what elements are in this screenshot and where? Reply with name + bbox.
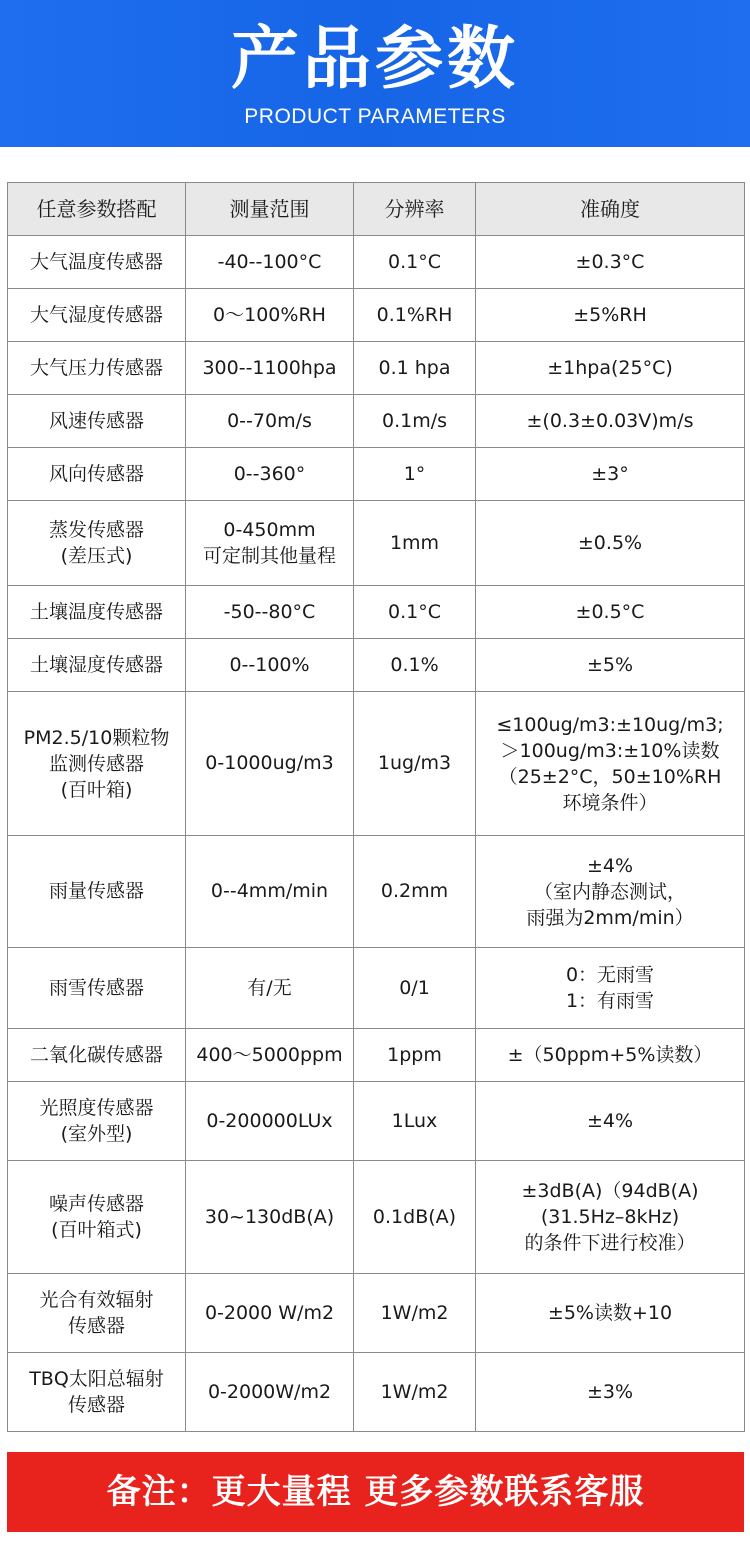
- cell-accuracy: [476, 342, 745, 395]
- cell-measure-range-line: 0～100%RH: [213, 303, 326, 326]
- cell-parameter-name-line: (室外型): [60, 1123, 133, 1145]
- cell-measure-range: [186, 692, 354, 836]
- cell-measure-range-line: 0-2000W/m2: [207, 1380, 332, 1403]
- cell-accuracy-line: （室内静态测试，: [533, 880, 686, 903]
- table-row: [8, 1082, 745, 1161]
- cell-measure-range-line: 300--1100hpa: [202, 356, 337, 379]
- header-banner: [0, 0, 750, 147]
- cell-accuracy-line: 雨强为2mm/min）: [526, 906, 694, 929]
- cell-accuracy: [476, 586, 745, 639]
- cell-measure-range-line: 0--100%: [229, 653, 310, 676]
- cell-accuracy-line: ±0.5%: [577, 531, 643, 554]
- cell-measure-range: [186, 948, 354, 1029]
- table-row: [8, 1274, 745, 1353]
- cell-resolution: [354, 236, 476, 289]
- cell-parameter-name: [8, 586, 186, 639]
- cell-resolution-line: 0.1°C: [388, 600, 441, 623]
- cell-measure-range-line: 0--4mm/min: [210, 880, 329, 902]
- cell-parameter-name-line: (百叶箱): [60, 778, 133, 801]
- cell-accuracy: [476, 236, 745, 289]
- cell-parameter-name-line: 光合有效辐射: [39, 1289, 154, 1311]
- cell-accuracy: [476, 289, 745, 342]
- table-header-row: [8, 183, 745, 236]
- cell-parameter-name: [8, 236, 186, 289]
- cell-accuracy: [476, 836, 745, 948]
- cell-accuracy-line: ±3°: [591, 462, 629, 485]
- cell-parameter-name-line: 传感器: [67, 1394, 125, 1416]
- cell-measure-range-line: 30~130dB(A): [204, 1205, 335, 1228]
- cell-measure-range-line: 400～5000ppm: [196, 1043, 343, 1066]
- cell-accuracy: [476, 639, 745, 692]
- cell-accuracy-line: ±(0.3±0.03V)m/s: [526, 409, 694, 432]
- cell-measure-range: [186, 342, 354, 395]
- cell-accuracy: [476, 501, 745, 586]
- cell-resolution: [354, 289, 476, 342]
- column-header-accuracy: 准确度: [476, 183, 745, 236]
- column-header-parameter: 任意参数搭配: [8, 183, 186, 236]
- cell-measure-range-line: 0-450mm: [223, 519, 316, 541]
- cell-parameter-name-line: 传感器: [67, 1315, 125, 1337]
- cell-resolution-line: 1mm: [389, 531, 440, 554]
- cell-accuracy: [476, 692, 745, 836]
- cell-parameter-name-line: 监测传感器: [48, 752, 144, 775]
- cell-parameter-name: [8, 1353, 186, 1432]
- cell-parameter-name-line: 噪声传感器: [48, 1193, 144, 1215]
- cell-parameter-name-line: 大气压力传感器: [29, 356, 163, 379]
- table-row: [8, 692, 745, 836]
- footer-note: 备注：更大量程 更多参数联系客服: [7, 1452, 744, 1532]
- cell-parameter-name: [8, 448, 186, 501]
- table-row: [8, 1029, 745, 1082]
- table-row: [8, 639, 745, 692]
- table-body: [8, 236, 745, 1432]
- cell-parameter-name: [8, 1274, 186, 1353]
- cell-measure-range: [186, 1029, 354, 1082]
- cell-measure-range-line: 0-2000 W/m2: [204, 1301, 335, 1324]
- page-title: 产品参数: [230, 20, 519, 99]
- cell-resolution: [354, 1029, 476, 1082]
- cell-parameter-name: [8, 1082, 186, 1161]
- column-header-range: 测量范围: [186, 183, 354, 236]
- cell-resolution: [354, 395, 476, 448]
- cell-parameter-name: [8, 1161, 186, 1274]
- cell-resolution-line: 0.1dB(A): [372, 1205, 457, 1228]
- cell-resolution-line: 1W/m2: [380, 1380, 449, 1403]
- cell-parameter-name: [8, 692, 186, 836]
- column-header-resolution: 分辨率: [354, 183, 476, 236]
- cell-measure-range: [186, 448, 354, 501]
- cell-measure-range: [186, 1353, 354, 1432]
- cell-accuracy-line: ＞100ug/m3:±10%读数: [500, 739, 720, 762]
- cell-parameter-name-line: 风向传感器: [48, 462, 144, 485]
- cell-measure-range-line: 0-200000LUx: [206, 1109, 333, 1132]
- cell-measure-range-line: 有/无: [247, 976, 292, 999]
- cell-parameter-name-line: 光照度传感器: [39, 1097, 154, 1119]
- cell-parameter-name: [8, 501, 186, 586]
- cell-parameter-name-line: 蒸发传感器: [48, 519, 144, 541]
- cell-measure-range: [186, 289, 354, 342]
- cell-resolution: [354, 1082, 476, 1161]
- cell-measure-range: [186, 501, 354, 586]
- cell-accuracy-line: 环境条件）: [562, 791, 658, 814]
- cell-parameter-name: [8, 1029, 186, 1082]
- cell-resolution-line: 1W/m2: [380, 1301, 449, 1324]
- page-subtitle: PRODUCT PARAMETERS: [244, 105, 506, 128]
- cell-measure-range-line: 0--360°: [233, 462, 306, 485]
- cell-accuracy-line: (31.5Hz–8kHz): [540, 1206, 680, 1228]
- cell-accuracy: [476, 948, 745, 1029]
- cell-parameter-name-line: 雨雪传感器: [48, 976, 144, 999]
- cell-parameter-name-line: 二氧化碳传感器: [29, 1043, 163, 1066]
- cell-measure-range-line: 0-1000ug/m3: [205, 752, 334, 774]
- cell-measure-range: [186, 586, 354, 639]
- cell-parameter-name-line: TBQ太阳总辐射: [29, 1368, 164, 1390]
- cell-resolution-line: 0.1%: [390, 653, 439, 676]
- cell-resolution-line: 0.1 hpa: [378, 356, 451, 379]
- cell-measure-range-line: -40--100°C: [217, 250, 322, 273]
- cell-resolution: [354, 836, 476, 948]
- cell-accuracy: [476, 1029, 745, 1082]
- cell-parameter-name: [8, 948, 186, 1029]
- cell-measure-range: [186, 1161, 354, 1274]
- table-row: [8, 236, 745, 289]
- cell-accuracy-line: ±5%读数+10: [547, 1301, 673, 1324]
- cell-resolution: [354, 692, 476, 836]
- cell-accuracy-line: ±4%: [586, 854, 634, 877]
- cell-accuracy: [476, 1353, 745, 1432]
- cell-accuracy: [476, 448, 745, 501]
- cell-resolution: [354, 1161, 476, 1274]
- cell-accuracy-line: ±5%: [586, 653, 634, 676]
- cell-parameter-name-line: (差压式): [60, 545, 133, 567]
- cell-resolution: [354, 586, 476, 639]
- cell-measure-range: [186, 639, 354, 692]
- table-row: [8, 395, 745, 448]
- cell-parameter-name: [8, 395, 186, 448]
- cell-accuracy-line: ±3dB(A)（94dB(A): [521, 1180, 699, 1202]
- cell-resolution-line: 1Lux: [391, 1109, 438, 1132]
- cell-resolution: [354, 501, 476, 586]
- cell-measure-range: [186, 236, 354, 289]
- cell-measure-range-line: -50--80°C: [223, 600, 316, 623]
- cell-accuracy: [476, 1082, 745, 1161]
- cell-resolution: [354, 948, 476, 1029]
- cell-parameter-name: [8, 836, 186, 948]
- cell-accuracy: [476, 1274, 745, 1353]
- cell-accuracy: [476, 1161, 745, 1274]
- table-row: [8, 448, 745, 501]
- cell-resolution: [354, 342, 476, 395]
- cell-parameter-name-line: 大气温度传感器: [29, 250, 163, 273]
- cell-resolution-line: 0.1%RH: [376, 303, 453, 326]
- cell-measure-range: [186, 1082, 354, 1161]
- cell-parameter-name-line: 土壤湿度传感器: [29, 653, 163, 676]
- cell-accuracy-line: 1：有雨雪: [565, 990, 655, 1012]
- cell-accuracy-line: ±1hpa(25°C): [547, 356, 673, 379]
- cell-resolution-line: 0.1m/s: [381, 409, 448, 432]
- cell-accuracy: [476, 395, 745, 448]
- cell-accuracy-line: ±0.5°C: [575, 600, 645, 623]
- parameters-table: [7, 182, 745, 1432]
- cell-accuracy-line: ±0.3°C: [575, 250, 645, 273]
- cell-resolution: [354, 1353, 476, 1432]
- cell-accuracy-line: （25±2°C，50±10%RH: [498, 765, 722, 788]
- cell-measure-range-line: 0--70m/s: [227, 409, 312, 432]
- cell-measure-range: [186, 395, 354, 448]
- cell-resolution-line: 1ug/m3: [377, 752, 452, 774]
- cell-parameter-name: [8, 289, 186, 342]
- table-row: [8, 501, 745, 586]
- table-row: [8, 1353, 745, 1432]
- cell-resolution-line: 1°: [403, 462, 426, 485]
- cell-accuracy-line: ≤100ug/m3:±10ug/m3;: [496, 713, 724, 736]
- table-row: [8, 289, 745, 342]
- cell-parameter-name: [8, 639, 186, 692]
- cell-measure-range-line: 可定制其他量程: [202, 545, 336, 567]
- table-row: [8, 948, 745, 1029]
- cell-resolution: [354, 448, 476, 501]
- cell-parameter-name-line: PM2.5/10颗粒物: [23, 726, 170, 749]
- cell-parameter-name: [8, 342, 186, 395]
- cell-accuracy-line: ±3%: [586, 1380, 634, 1403]
- table-row: [8, 342, 745, 395]
- table-row: [8, 836, 745, 948]
- cell-accuracy-line: 0：无雨雪: [565, 964, 655, 986]
- cell-accuracy-line: ±5%RH: [573, 303, 647, 326]
- cell-parameter-name-line: 风速传感器: [48, 409, 144, 432]
- cell-accuracy-line: ±（50ppm+5%读数）: [507, 1043, 713, 1066]
- table-row: [8, 1161, 745, 1274]
- cell-resolution-line: 0/1: [399, 976, 430, 999]
- cell-measure-range: [186, 1274, 354, 1353]
- cell-resolution-line: 0.1°C: [388, 250, 441, 273]
- cell-resolution: [354, 639, 476, 692]
- cell-parameter-name-line: 雨量传感器: [48, 880, 144, 902]
- cell-resolution-line: 0.2mm: [380, 880, 449, 902]
- cell-accuracy-line: ±4%: [586, 1109, 634, 1132]
- cell-parameter-name-line: (百叶箱式): [51, 1219, 142, 1241]
- table-row: [8, 586, 745, 639]
- cell-resolution: [354, 1274, 476, 1353]
- cell-measure-range: [186, 836, 354, 948]
- cell-resolution-line: 1ppm: [387, 1043, 442, 1066]
- cell-accuracy-line: 的条件下进行校准）: [524, 1232, 696, 1254]
- cell-parameter-name-line: 土壤温度传感器: [29, 600, 163, 623]
- cell-parameter-name-line: 大气湿度传感器: [29, 303, 163, 326]
